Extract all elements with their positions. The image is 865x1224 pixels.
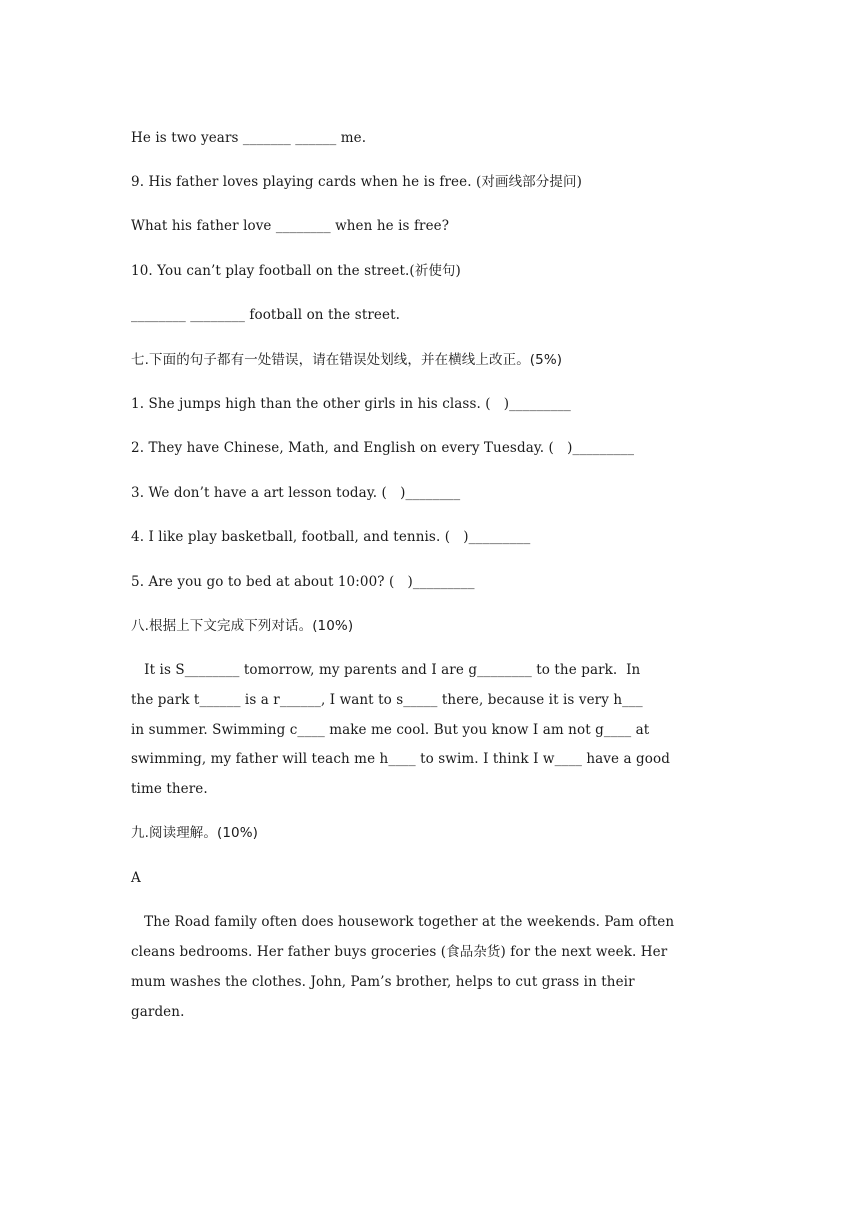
passage-line-1: The Road family often does housework together at the weekends. Pam often <box>131 914 675 930</box>
cloze-line-2: the park t______ is a r______, I want to s_____ there, because it is very h___ <box>131 692 643 708</box>
answer-line-10: ________ ________ football on the street. <box>131 307 400 323</box>
passage-label: A <box>131 870 141 886</box>
section-7-heading: 七.下面的句子都有一处错误，请在错误处划线，并在横线上改正。(5%) <box>131 352 563 368</box>
question-10: 10. You can’t play football on the street.(祈使句) <box>131 263 461 279</box>
error-item-3: 3. We don’t have a art lesson today. ( )________ <box>131 485 461 501</box>
answer-line-8: He is two years _______ ______ me. <box>131 130 367 146</box>
section-8-heading: 八.根据上下文完成下列对话。(10%) <box>131 618 354 634</box>
error-item-1: 1. She jumps high than the other girls in his class. ( )_________ <box>131 396 571 412</box>
error-item-4: 4. I like play basketball, football, and tennis. ( )_________ <box>131 529 531 545</box>
question-9: 9. His father loves playing cards when he is free. (对画线部分提问) <box>131 174 582 190</box>
answer-line-9: What his father love ________ when he is free? <box>131 218 450 234</box>
cloze-line-4: swimming, my father will teach me h____ to swim. I think I w____ have a good <box>131 751 670 767</box>
error-item-5: 5. Are you go to bed at about 10:00? ( )_________ <box>131 574 475 590</box>
cloze-line-3: in summer. Swimming c____ make me cool. But you know I am not g____ at <box>131 722 650 738</box>
cloze-line-1: It is S________ tomorrow, my parents and I are g________ to the park. In <box>131 662 641 678</box>
passage-line-3: mum washes the clothes. John, Pam’s brother, helps to cut grass in their <box>131 974 635 990</box>
passage-line-4: garden. <box>131 1004 185 1020</box>
section-9-heading: 九.阅读理解。(10%) <box>131 825 259 841</box>
error-item-2: 2. They have Chinese, Math, and English on every Tuesday. ( )_________ <box>131 440 635 456</box>
cloze-line-5: time there. <box>131 781 208 797</box>
passage-line-2: cleans bedrooms. Her father buys groceries (食品杂货) for the next week. Her <box>131 944 668 960</box>
